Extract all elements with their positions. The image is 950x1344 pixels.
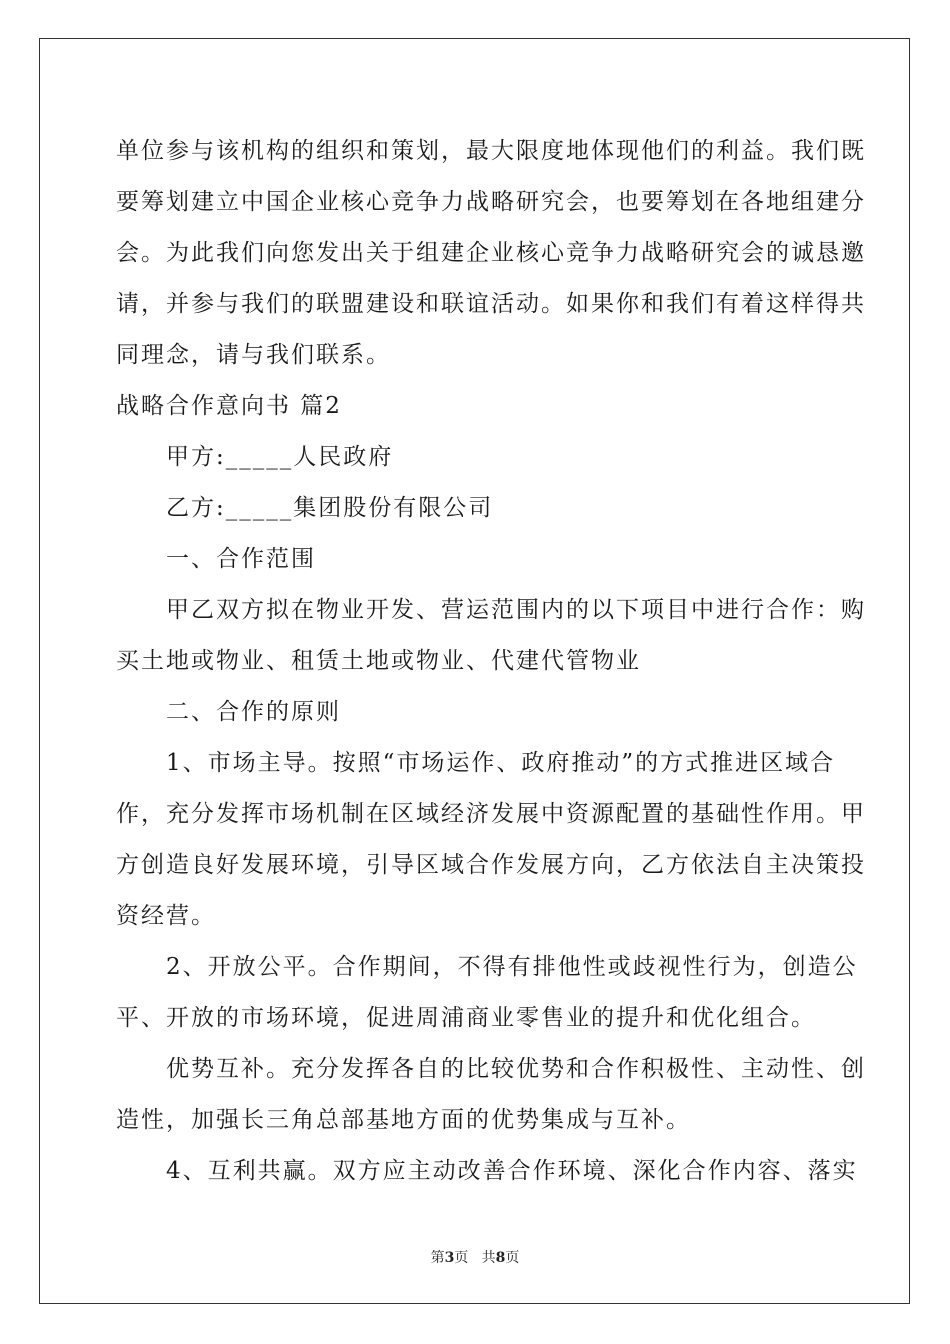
paragraph-line: 造性，加强长三角总部基地方面的优势集成与互补。 [116,1107,691,1133]
paragraph-line: 作，充分发挥市场机制在区域经济发展中资源配置的基础性作用。甲 [116,801,866,827]
paragraph-line: 请，并参与我们的联盟建设和联谊活动。如果你和我们有着这样得共 [116,291,866,317]
paragraph-line: 要筹划建立中国企业核心竞争力战略研究会，也要筹划在各地组建分 [116,189,866,215]
party-b-line: 乙方:_____集团股份有限公司 [166,495,494,521]
paragraph-line: 优势互补。充分发挥各自的比较优势和合作积极性、主动性、创 [166,1056,866,1082]
paragraph-line: 1、市场主导。按照“市场运作、政府推动”的方式推进区域合 [166,750,836,776]
section-heading: 战略合作意向书 篇2 [116,393,342,419]
subheading-principles: 二、合作的原则 [166,699,341,725]
paragraph-line: 甲乙双方拟在物业开发、营运范围内的以下项目中进行合作：购 [166,597,866,623]
paragraph-line: 平、开放的市场环境，促进周浦商业零售业的提升和优化组合。 [116,1005,816,1031]
footer-page-suffix: 页 [505,1250,520,1266]
paragraph-line: 2、开放公平。合作期间，不得有排他性或歧视性行为，创造公 [166,954,858,980]
footer-page-mid: 页 共 [454,1250,496,1266]
paragraph-line: 同理念，请与我们联系。 [116,342,391,368]
paragraph-line: 单位参与该机构的组织和策划，最大限度地体现他们的利益。我们既 [116,138,866,164]
document-body [116,126,866,1197]
paragraph-line: 方创造良好发展环境，引导区域合作发展方向，乙方依法自主决策投 [116,852,866,878]
paragraph-line: 会。为此我们向您发出关于组建企业核心竞争力战略研究会的诚恳邀 [116,240,866,266]
page-footer [0,1247,950,1267]
subheading-scope: 一、合作范围 [166,546,316,572]
footer-total-pages: 8 [495,1250,506,1266]
party-a-line: 甲方:_____人民政府 [166,444,394,470]
paragraph-line: 4、互利共赢。双方应主动改善合作环境、深化合作内容、落实 [166,1158,858,1184]
footer-page-number: 3 [444,1250,455,1266]
paragraph-line: 买土地或物业、租赁土地或物业、代建代管物业 [116,648,641,674]
paragraph-line: 资经营。 [116,903,216,929]
footer-page-prefix: 第 [430,1250,445,1266]
